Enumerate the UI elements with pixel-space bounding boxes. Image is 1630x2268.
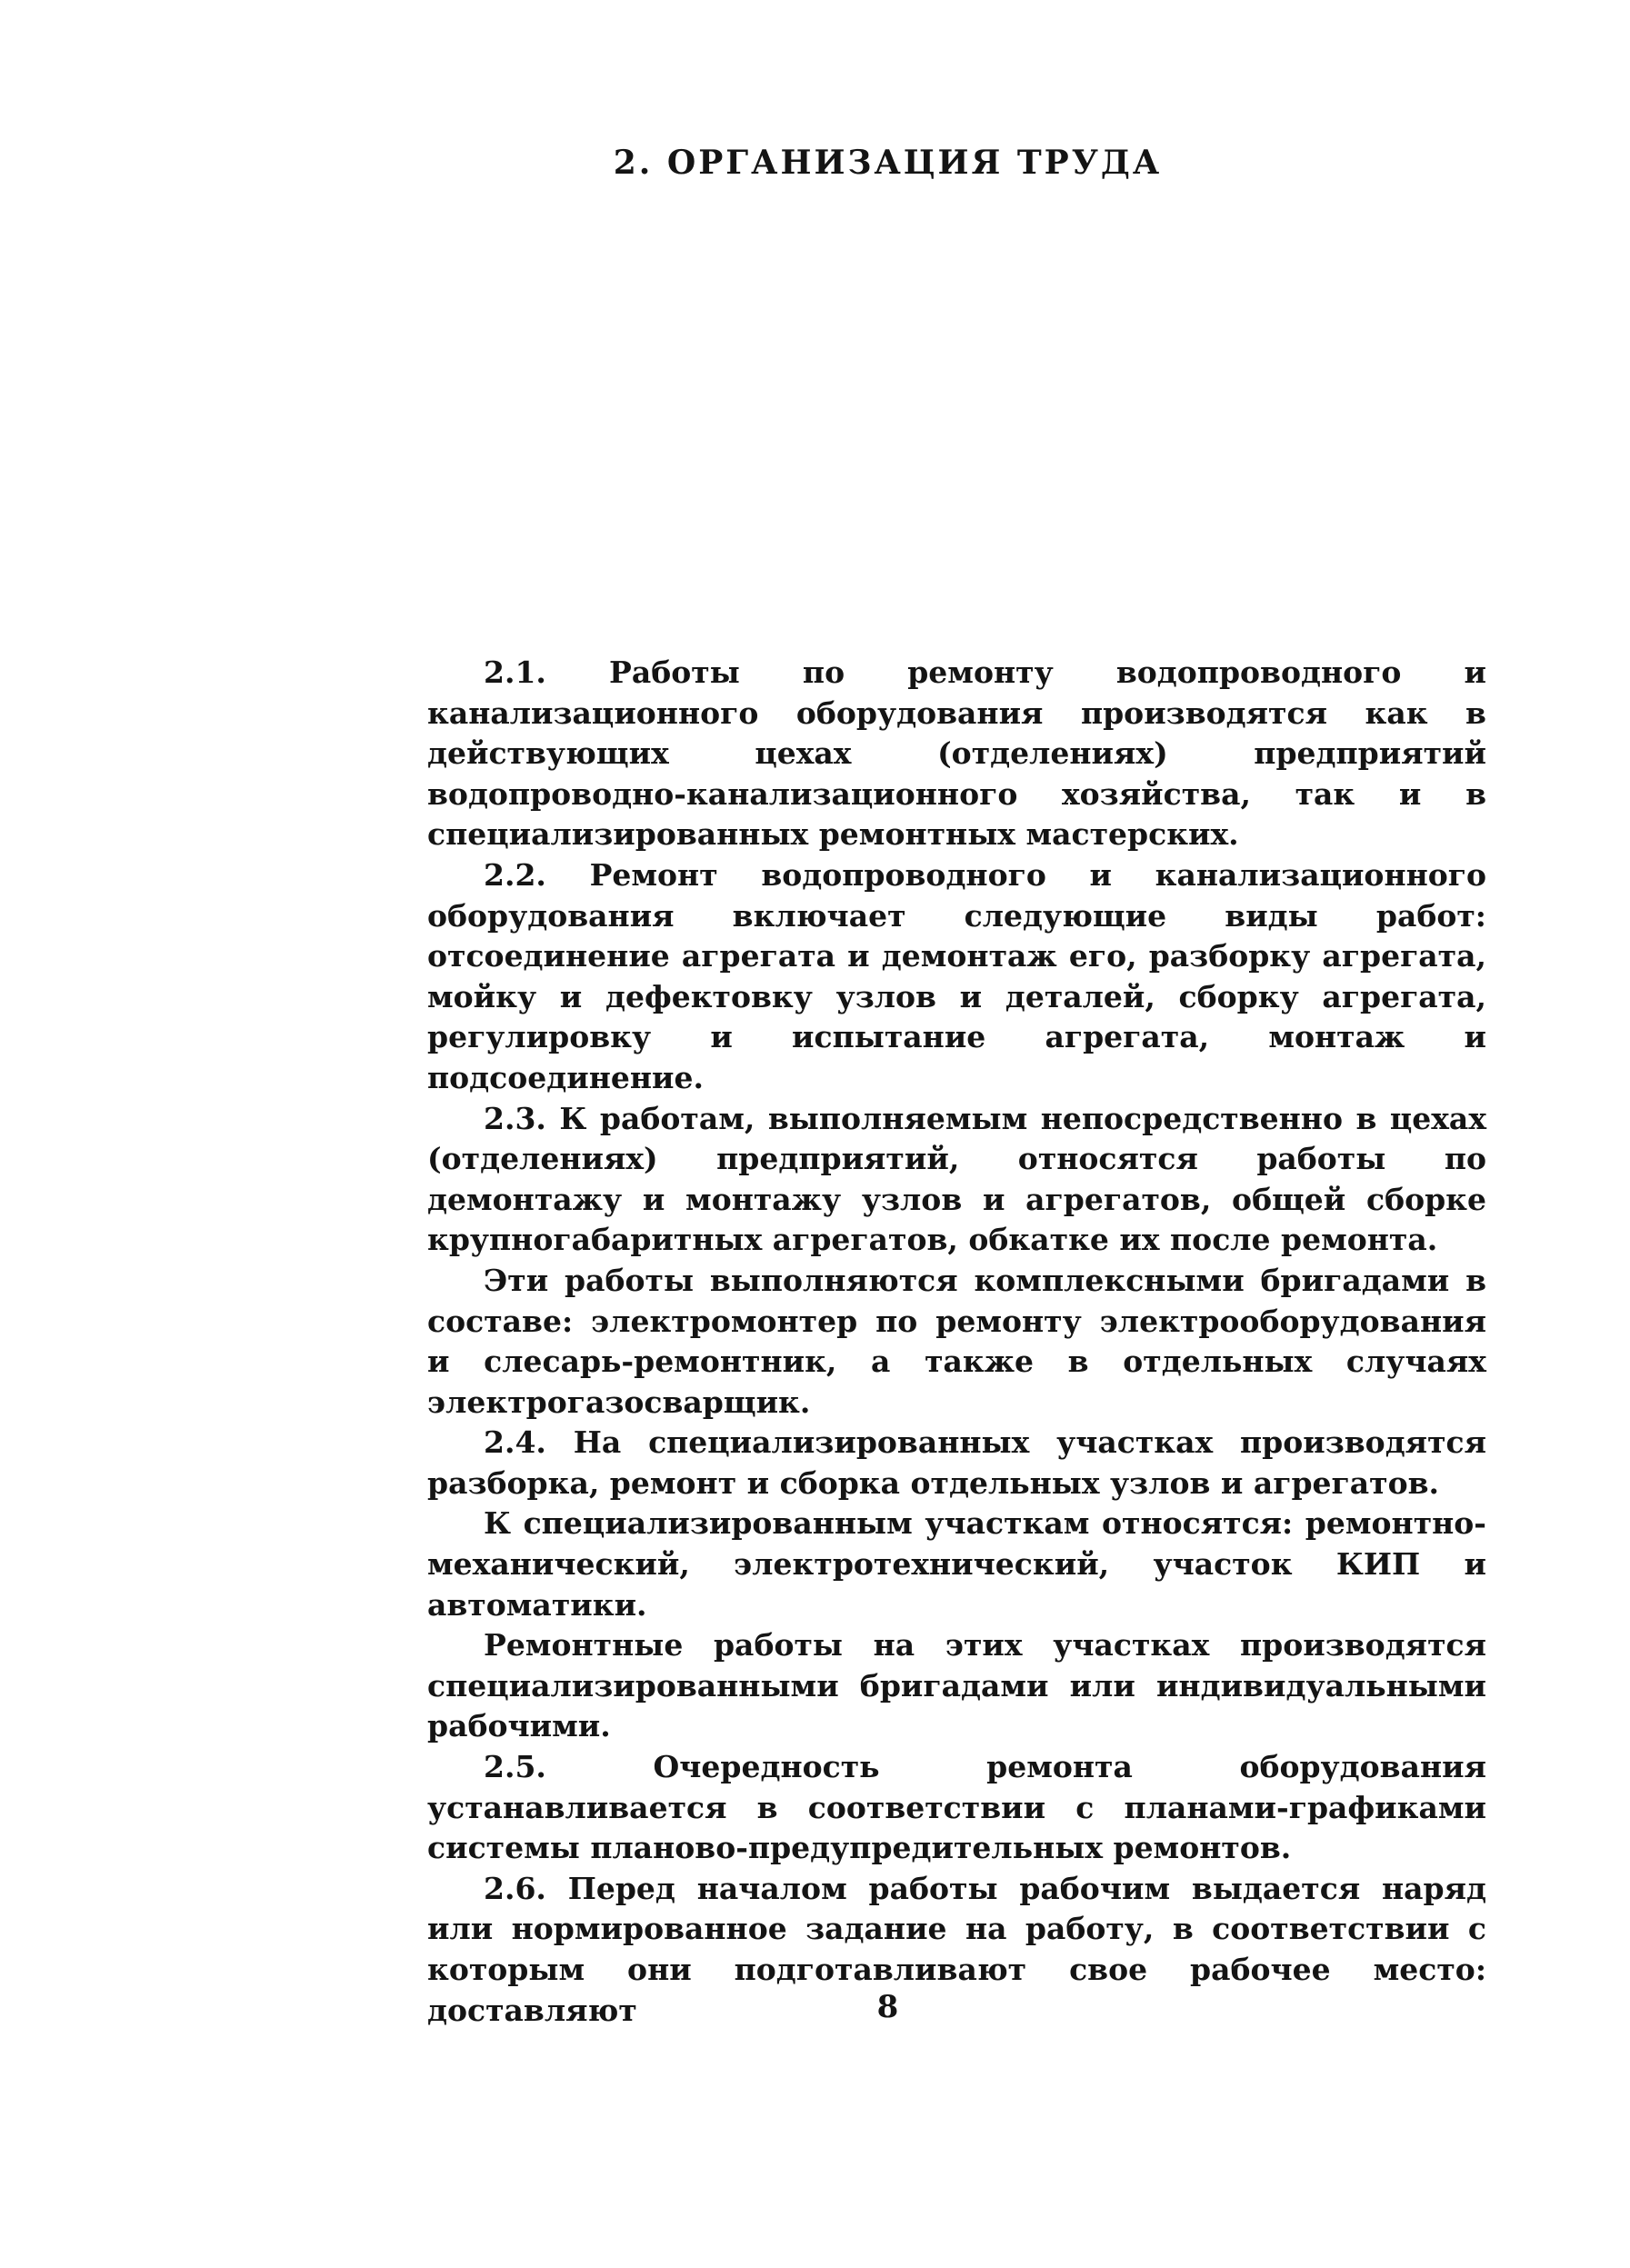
paragraph-2-2: 2.2. Ремонт водопроводного и канализационного оборудования включает следующие виды работ: отсоединение агрегата и демонтаж его, разборку агрегата, мойку и дефектовку узлов и деталей, сборку агрегата, регулировку и испытание агрегата, монтаж и подсоединение. xyxy=(427,856,1486,1095)
paragraph-2-3: 2.3. К работам, выполняемым непосредственно в цехах (отделениях) предприятий, относятся работы по демонтажу и монтажу узлов и агрегатов, общей сборке крупногабаритных агрегатов, обкатке их после ремонта. xyxy=(427,1100,1486,1258)
paragraph-2-1: 2.1. Работы по ремонту водопроводного и канализационного оборудования производятся как в действующих цехах (отделениях) предприятий водопроводно-канализационного хозяйства, так и в специализированных ремонтных мастерских. xyxy=(427,654,1486,853)
paragraph-2-4-works: Ремонтные работы на этих участках производятся специализированными бригадами или индивидуальными рабочими. xyxy=(427,1627,1486,1744)
body-text xyxy=(427,653,1486,2031)
paragraph-2-4: 2.4. На специализированных участках производятся разборка, ремонт и сборка отдельных узлов и агрегатов. xyxy=(427,1424,1486,1501)
section-title: 2. ОРГАНИЗАЦИЯ ТРУДА xyxy=(613,144,1163,182)
page-number: 8 xyxy=(876,1989,899,2025)
paragraph-2-6: 2.6. Перед началом работы рабочим выдается наряд или нормированное задание на работу, в соответствии с которым они подготавливают свое рабочее место: доставляют xyxy=(427,1870,1486,2028)
paragraph-2-3-brigades: Эти работы выполняются комплексными бригадами в составе: электромонтер по ремонту электрооборудования и слесарь-ремонтник, а также в отдельных случаях электрогазосварщик. xyxy=(427,1262,1486,1420)
paragraph-2-5: 2.5. Очередность ремонта оборудования устанавливается в соответствии с планами-графиками системы планово-предупредительных ремонтов. xyxy=(427,1749,1486,1866)
paragraph-2-4-sections: К специализированным участкам относятся: ремонтно-механический, электротехнический, участок КИП и автоматики. xyxy=(427,1505,1486,1623)
